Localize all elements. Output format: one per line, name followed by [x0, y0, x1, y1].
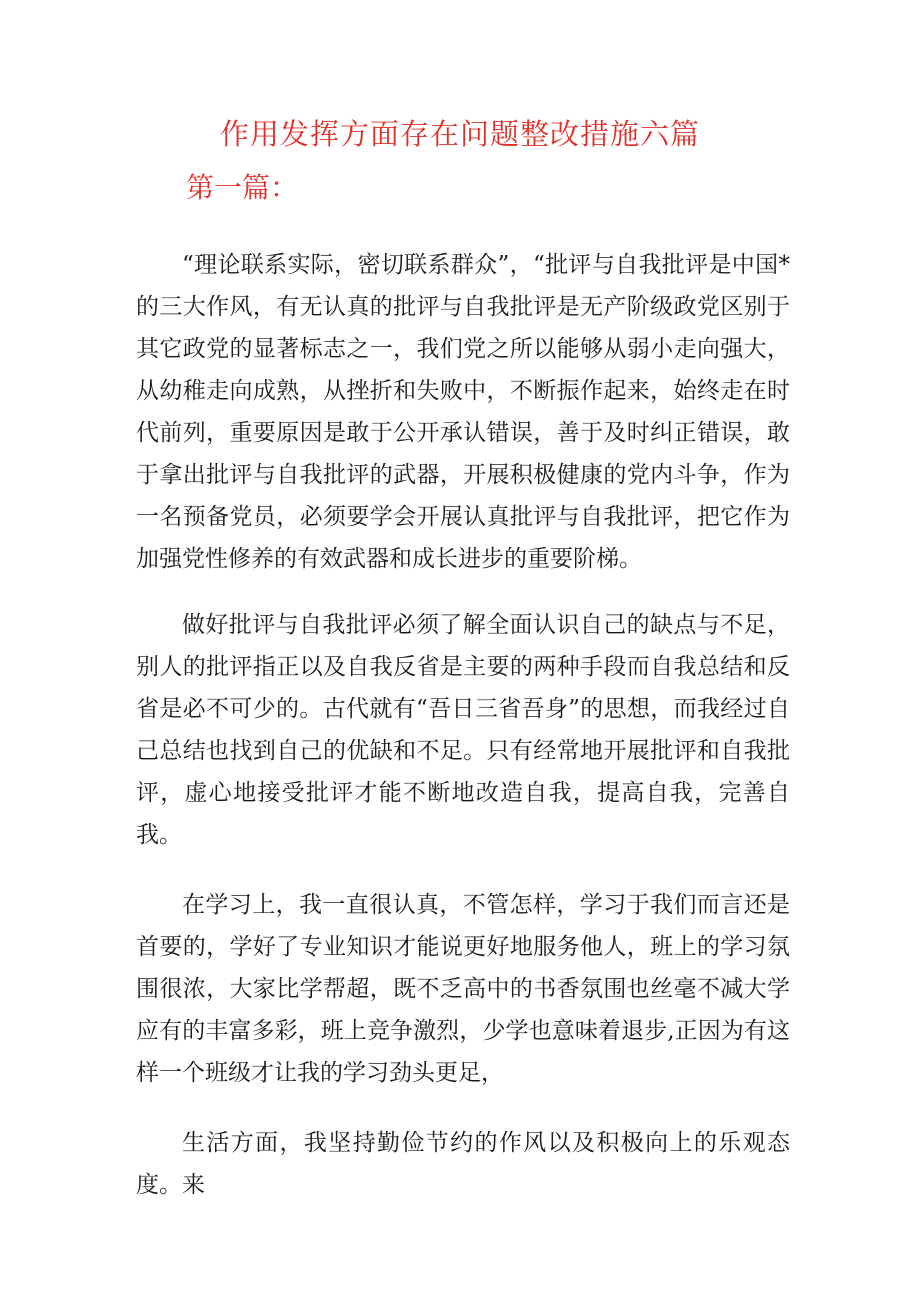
paragraph: “理论联系实际，密切联系群众”，“批评与自我批评是中国*的三大作风，有无认真的批评与自我批评是无产阶级政党区别于其它政党的显著标志之一，我们党之所以能够从弱小走向强大，从幼稚走向成熟，从挫折和失败中，不断振作起来，始终走在时代前列，重要原因是敢于公开承认错误，善于及时纠正错误，敢于拿出批评与自我批评的武器，开展积极健康的党内斗争，作为一名预备党员，必须要学会开展认真批评与自我批评，把它作为加强党性修养的有效武器和成长进步的重要阶梯。 [136, 252, 790, 572]
document-body [136, 244, 790, 1234]
document-title: 作用发挥方面存在问题整改措施六篇 [219, 117, 700, 151]
paragraph: 生活方面，我坚持勤俭节约的作风以及积极向上的乐观态度。来 [136, 1130, 790, 1198]
paragraph: 在学习上，我一直很认真，不管怎样，学习于我们而言还是首要的，学好了专业知识才能说更好地服务他人，班上的学习氛围很浓，大家比学帮超，既不乏高中的书香氛围也丝毫不减大学应有的丰富多彩，班上竞争激烈，少学也意味着退步,正因为有这样一个班级才让我的学习劲头更足， [136, 892, 790, 1086]
paragraph: 做好批评与自我批评必须了解全面认识自己的缺点与不足，别人的批评指正以及自我反省是主要的两种手段而自我总结和反省是必不可少的。古代就有“吾日三省吾身”的思想，而我经过自己总结也找到自己的优缺和不足。只有经常地开展批评和自我批评，虚心地接受批评才能不断地改造自我，提高自我，完善自我。 [136, 612, 790, 848]
section-heading: 第一篇： [186, 171, 299, 204]
